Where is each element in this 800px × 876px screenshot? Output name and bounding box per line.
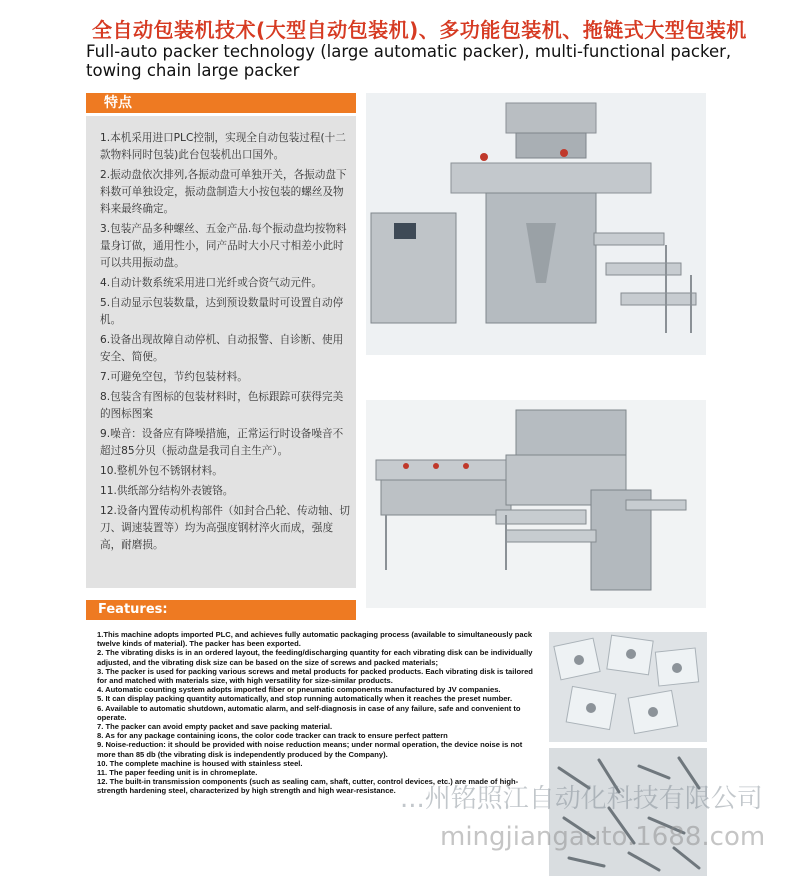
list-item: 8. As for any package containing icons, the color code tracker can track to ensure perfect pattern bbox=[97, 731, 448, 741]
list-item: 4. Automatic counting system adopts imported fiber or pneumatic components manufactured by JV companies. bbox=[97, 685, 501, 695]
machine-photo-large-packer bbox=[366, 93, 706, 355]
list-item: 6.设备出现故障自动停机、自动报警、自诊断、使用安全、简便。 bbox=[100, 334, 344, 363]
list-item: 11.供纸部分结构外表镀铬。 bbox=[100, 485, 234, 497]
list-item: 6. Available to automatic shutdown, automatic alarm, and self-diagnosis in case of any failure, safe and convenient to operate. bbox=[97, 703, 521, 722]
list-item: 2. The vibrating disks is in an ordered layout, the feeding/discharging quantity for each vibrating disk can be individually adjusted, and the vibrating disk size can be based on the size of screws and packed materials; bbox=[97, 648, 533, 667]
machine-photo-towing-chain-packer bbox=[366, 400, 706, 608]
list-item: 12. The built-in transmission components (such as sealing cam, shaft, cutter, control devices, etc.) are made of high-strength hardening steel, characterized by high strength and high wear-resistance. bbox=[97, 777, 519, 796]
list-item: 10.整机外包不锈钢材料。 bbox=[100, 465, 223, 477]
list-item: 9. Noise-reduction: it should be provided with noise reduction means; under normal operation, the device noise is not more than 85 db (the vibrating disk is independently produced by the Company). bbox=[97, 740, 523, 759]
list-item: 3.包装产品多种螺丝、五金产品.每个振动盘均按物料量身订做，通用性小，同产品时大小尺寸相差小此时可以共用振动盘。 bbox=[100, 223, 347, 269]
watermark-url: mingjiangauto.1688.com bbox=[440, 822, 766, 852]
watermark-company-name: ...州铭照江自动化科技有限公司 bbox=[400, 784, 763, 814]
screw-bags-illustration bbox=[549, 632, 707, 742]
features-en-header: Features: bbox=[86, 600, 356, 620]
list-item: 5. It can display packing quantity automatically, and stop running automatically when it reaches the preset number. bbox=[97, 694, 513, 704]
product-photo-screw-bags bbox=[549, 632, 707, 742]
features-cn-header: 特点 bbox=[86, 93, 356, 113]
list-item: 7.可避免空包，节约包装材料。 bbox=[100, 371, 248, 383]
page-title-english: Full-auto packer technology (large automatic packer), multi-functional packer, towing chain large packer bbox=[86, 42, 732, 80]
list-item: 3. The packer is used for packing various screws and metal products for packed products. Each vibrating disk is tailored for and matched with materials size, with high versatility for size-similar products. bbox=[97, 666, 533, 686]
list-item: 9.噪音：设备应有降噪措施，正常运行时设备噪音不超过85分贝（振动盘是我司自主生产）。 bbox=[100, 428, 344, 457]
list-item: 2.振动盘依次排列,各振动盘可单独开关，各振动盘下料数可单独设定，振动盘制造大小按包装的螺丝及物料来最终确定。 bbox=[100, 169, 347, 215]
list-item: 4.自动计数系统采用进口光纤或合资气动元件。 bbox=[100, 277, 322, 289]
list-item: 1.本机采用进口PLC控制，实现全自动包装过程(十二款物料同时包装)此台包装机出口国外。 bbox=[100, 132, 346, 161]
list-item: 5.自动显示包装数量，达到预设数量时可设置自动停机。 bbox=[100, 297, 344, 326]
machine-illustration-2 bbox=[366, 400, 706, 608]
list-item: 7. The packer can avoid empty packet and save packing material. bbox=[97, 722, 333, 732]
list-item: 10. The complete machine is housed with stainless steel. bbox=[97, 758, 303, 768]
list-item: 11. The paper feeding unit is in chromeplate. bbox=[97, 768, 258, 778]
features-cn-list bbox=[100, 130, 352, 557]
list-item: 1.This machine adopts imported PLC, and achieves fully automatic packaging process (available to simultaneously pack twelve kinds of material). The packer has been exported. bbox=[97, 630, 533, 649]
list-item: 12.设备内置传动机构部件（如封合凸轮、传动轴、切刀、调速装置等）均为高强度钢材淬火而成，强度高，耐磨损。 bbox=[100, 505, 350, 551]
machine-illustration-1 bbox=[366, 93, 706, 355]
page-title-chinese: 全自动包装机技术(大型自动包装机)、多功能包装机、拖链式大型包装机 bbox=[92, 18, 747, 42]
list-item: 8.包装含有图标的包装材料时，色标跟踪可获得完美的图标图案 bbox=[100, 391, 344, 420]
features-en-list bbox=[97, 630, 537, 796]
